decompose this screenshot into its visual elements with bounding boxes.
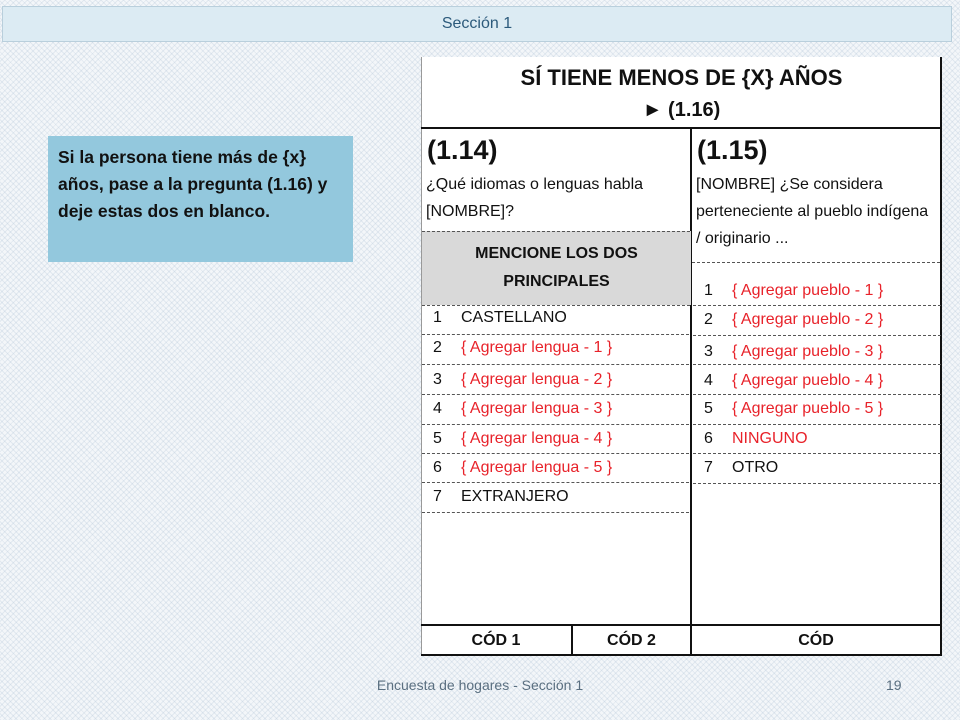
option-number: 4	[433, 399, 442, 417]
option-separator	[693, 483, 941, 484]
question-1-15-text: [NOMBRE] ¿Se considera perteneciente al pueblo indígena / originario ...	[696, 176, 929, 247]
form-right-border	[940, 57, 942, 656]
title-divider	[421, 127, 942, 129]
option-number: 1	[704, 281, 713, 299]
option-label: CASTELLANO	[461, 308, 567, 326]
option-number: 2	[433, 338, 442, 356]
option-separator	[422, 482, 689, 483]
option-separator	[693, 364, 941, 365]
code-2-label: CÓD 2	[607, 632, 656, 649]
section-header: Sección 1	[2, 6, 952, 42]
option-separator	[693, 394, 941, 395]
option-row	[704, 276, 940, 305]
option-row	[433, 303, 688, 332]
option-label: { Agregar pueblo - 1 }	[732, 281, 884, 299]
option-row	[433, 453, 688, 482]
option-row	[704, 366, 940, 395]
option-number: 1	[433, 308, 442, 326]
option-label: { Agregar pueblo - 3 }	[732, 342, 884, 360]
option-separator	[693, 305, 941, 306]
option-number: 6	[433, 458, 442, 476]
instruction-banner-text: MENCIONE LOS DOS PRINCIPALES	[475, 245, 638, 290]
option-label: { Agregar pueblo - 5 }	[732, 399, 884, 417]
code-1-label: CÓD 1	[471, 632, 521, 649]
option-row	[433, 365, 688, 394]
form-left-border	[421, 57, 422, 656]
option-label: { Agregar lengua - 1 }	[461, 338, 613, 356]
option-label: OTRO	[732, 458, 779, 476]
option-number: 6	[704, 429, 713, 447]
option-label: { Agregar lengua - 4 }	[461, 429, 613, 447]
questionnaire-form	[421, 57, 942, 656]
option-separator	[693, 453, 941, 454]
option-separator	[422, 394, 689, 395]
option-row	[704, 453, 940, 482]
option-label: { Agregar pueblo - 2 }	[732, 310, 884, 328]
question-1-14-number: (1.14)	[427, 135, 498, 165]
q115-header-line	[692, 262, 940, 263]
column-divider	[690, 127, 692, 656]
option-number: 5	[433, 429, 442, 447]
option-number: 5	[704, 399, 713, 417]
skip-instruction: ► (1.16)	[642, 99, 721, 121]
footer-text: Encuesta de hogares - Sección 1	[376, 677, 584, 693]
option-row	[704, 305, 940, 334]
question-1-14-text: ¿Qué idiomas o lenguas habla [NOMBRE]?	[426, 176, 644, 220]
option-number: 2	[704, 310, 713, 328]
option-separator	[422, 334, 689, 335]
instruction-note: Si la persona tiene más de {x} años, pase a la pregunta (1.16) y deje estas dos en blanco.	[48, 136, 353, 262]
option-number: 3	[704, 342, 713, 360]
option-label: { Agregar lengua - 3 }	[461, 399, 613, 417]
option-label: EXTRANJERO	[461, 487, 569, 505]
form-title: SÍ TIENE MENOS DE {X} AÑOS	[520, 65, 843, 90]
option-row	[433, 482, 688, 511]
option-label: NINGUNO	[732, 429, 808, 447]
code-label: CÓD	[798, 632, 834, 649]
option-label: { Agregar lengua - 2 }	[461, 370, 613, 388]
instruction-banner	[422, 231, 691, 305]
option-row	[704, 394, 940, 423]
question-1-15-number: (1.15)	[697, 135, 768, 165]
page-number: 19	[886, 677, 902, 693]
option-number: 7	[433, 487, 442, 505]
option-row	[433, 333, 688, 362]
option-separator	[422, 453, 689, 454]
option-row	[433, 394, 688, 423]
option-separator	[422, 364, 689, 365]
option-label: { Agregar pueblo - 4 }	[732, 371, 884, 389]
grey-top-line	[422, 231, 690, 232]
option-separator	[422, 424, 689, 425]
option-number: 4	[704, 371, 713, 389]
option-number: 7	[704, 458, 713, 476]
option-row	[433, 424, 688, 453]
option-separator	[693, 335, 941, 336]
option-label: { Agregar lengua - 5 }	[461, 458, 613, 476]
option-row	[704, 337, 940, 366]
option-separator	[693, 424, 941, 425]
option-number: 3	[433, 370, 442, 388]
option-row	[704, 424, 940, 453]
option-separator	[422, 512, 689, 513]
